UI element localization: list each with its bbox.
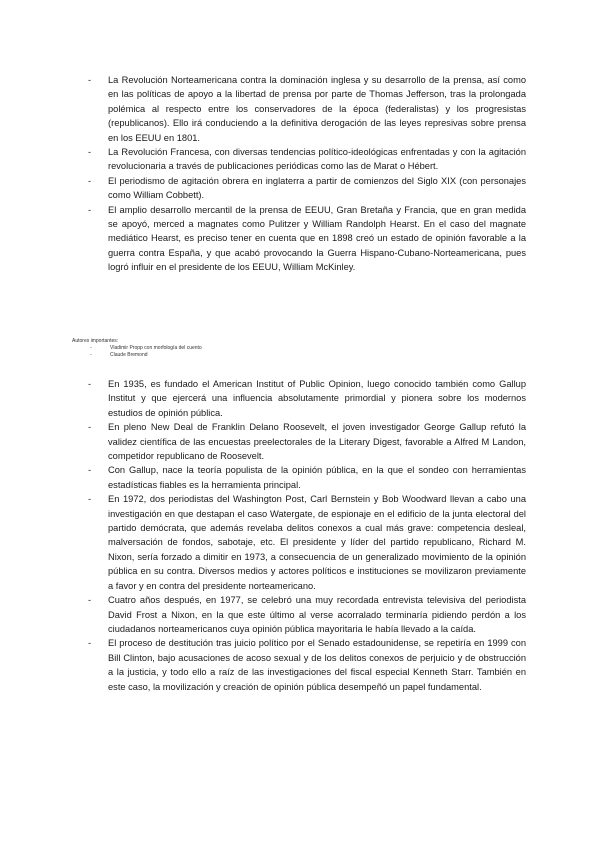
bullet-dash: - <box>90 352 92 358</box>
authors-note-heading: Autores importantes: <box>72 338 119 344</box>
list-item <box>88 492 526 593</box>
bullet-dash: - <box>88 494 92 505</box>
bullet-dash: - <box>88 75 92 85</box>
list-item-text: En 1972, dos periodistas del Washington Post, Carl Bernstein y Bob Woodward llevan a cabo una investigación en que destapan el caso Watergate, de espionaje en el edificio de la junta electoral del partido demócrata, que además revelaba delitos conexos a cual más grave: competencia desleal, malversación de fondos, sabotaje, etc. El presidente y líder del partido republicano, Richard M. Nixon, sería forzado a dimitir en 1973, a consecuencia de un generalizado movimiento de la opinión pública en su contra. Diversos medios y actores políticos e instituciones se movilizaron previamente a favor y en contra del presidente norteamericano. <box>108 494 526 591</box>
bullet-dash: - <box>88 175 92 186</box>
authors-note-text: Claude Bremond <box>110 352 148 358</box>
bullet-dash: - <box>88 595 92 606</box>
list-item-text: El proceso de destitución tras juicio político por el Senado estadounidense, se repetiría en 1999 con Bill Clinton, bajo acusaciones de acoso sexual y de los delitos conexos de perjuicio y de obstrucción a la justicia, y todo ello a raíz de las investigaciones del fiscal especial Kenneth Starr. También en este caso, la movilización y creación de opinión pública desempeñó un papel fundamental. <box>108 638 526 692</box>
list-item <box>88 463 526 492</box>
bullet-dash: - <box>90 345 92 351</box>
list-item <box>88 203 526 275</box>
authors-note-item <box>72 352 202 359</box>
bullet-dash: - <box>88 379 92 389</box>
bullet-dash: - <box>88 147 92 158</box>
list-item <box>88 593 526 636</box>
list-item-text: La Revolución Norteamericana contra la dominación inglesa y su desarrollo de la prensa, así como en las políticas de apoyo a la libertad de prensa por parte de Thomas Jefferson, tras la prolongada polémica al respecto entre los conservadores de la época (federalistas) y los progresistas (republicanos). Ello irá conduciendo a la definitiva derogación de las leyes represivas sobre prensa en los EEUU en 1801. <box>108 75 526 143</box>
bullet-list-public-opinion <box>88 377 526 694</box>
authors-note-text: Vladimir Propp con morfología del cuento <box>110 345 202 351</box>
list-item-text: El amplio desarrollo mercantil de la prensa de EEUU, Gran Bretaña y Francia, que en gran medida se apoyó, merced a magnates como Pulitzer y William Randolph Hearst. En el caso del magnate mediático Hearst, es preciso tener en cuenta que en 1898 creó un estado de opinión favorable a la guerra contra España, y que acabó provocando la Guerra Hispano-Cubano-Norteamericana, pues logró influir en el presidente de los EEUU, William McKinley. <box>108 204 526 273</box>
list-item-text: Con Gallup, nace la teoría populista de la opinión pública, en la que el sondeo con herramientas estadísticas fiables es la herramienta principal. <box>108 465 526 490</box>
list-item-text: El periodismo de agitación obrera en inglaterra a partir de comienzos del Siglo XIX (con personajes como William Cobbett). <box>108 175 526 201</box>
list-item-text: En pleno New Deal de Franklin Delano Roosevelt, el joven investigador George Gallup refutó la validez científica de las encuestas preelectorales de la Literary Digest, favorable a Alfred M Landon, competidor republicano de Roosevelt. <box>108 422 526 462</box>
list-item-text: La Revolución Francesa, con diversas tendencias político-ideológicas enfrentadas y con la agitación revolucionaria a través de publicaciones periódicas como las de Marat o Hébert. <box>108 147 526 172</box>
bullet-dash: - <box>88 204 92 215</box>
authors-note <box>72 338 202 359</box>
list-item-text: Cuatro años después, en 1977, se celebró una muy recordada entrevista televisiva del periodista David Frost a Nixon, en la que este último al verse acorralado terminaría pidiendo perdón a los ciudadanos norteamericanos cuya opinión pública mayoritaria le había llevado a la caída. <box>108 595 526 634</box>
list-item <box>88 636 526 694</box>
list-item <box>88 73 526 145</box>
bullet-dash: - <box>88 422 92 433</box>
list-item <box>88 145 526 174</box>
bullet-dash: - <box>88 638 92 649</box>
bullet-list-history <box>88 73 526 275</box>
list-item-text: En 1935, es fundado el American Institut of Public Opinion, luego conocido también como Gallup Institut y que ejercerá una influencia absolutamente primordial y pionera sobre los modernos estudios de opinión pública. <box>108 379 526 418</box>
bullet-dash: - <box>88 465 92 476</box>
authors-note-item <box>72 345 202 352</box>
list-item <box>88 174 526 203</box>
list-item <box>88 420 526 463</box>
list-item <box>88 377 526 420</box>
